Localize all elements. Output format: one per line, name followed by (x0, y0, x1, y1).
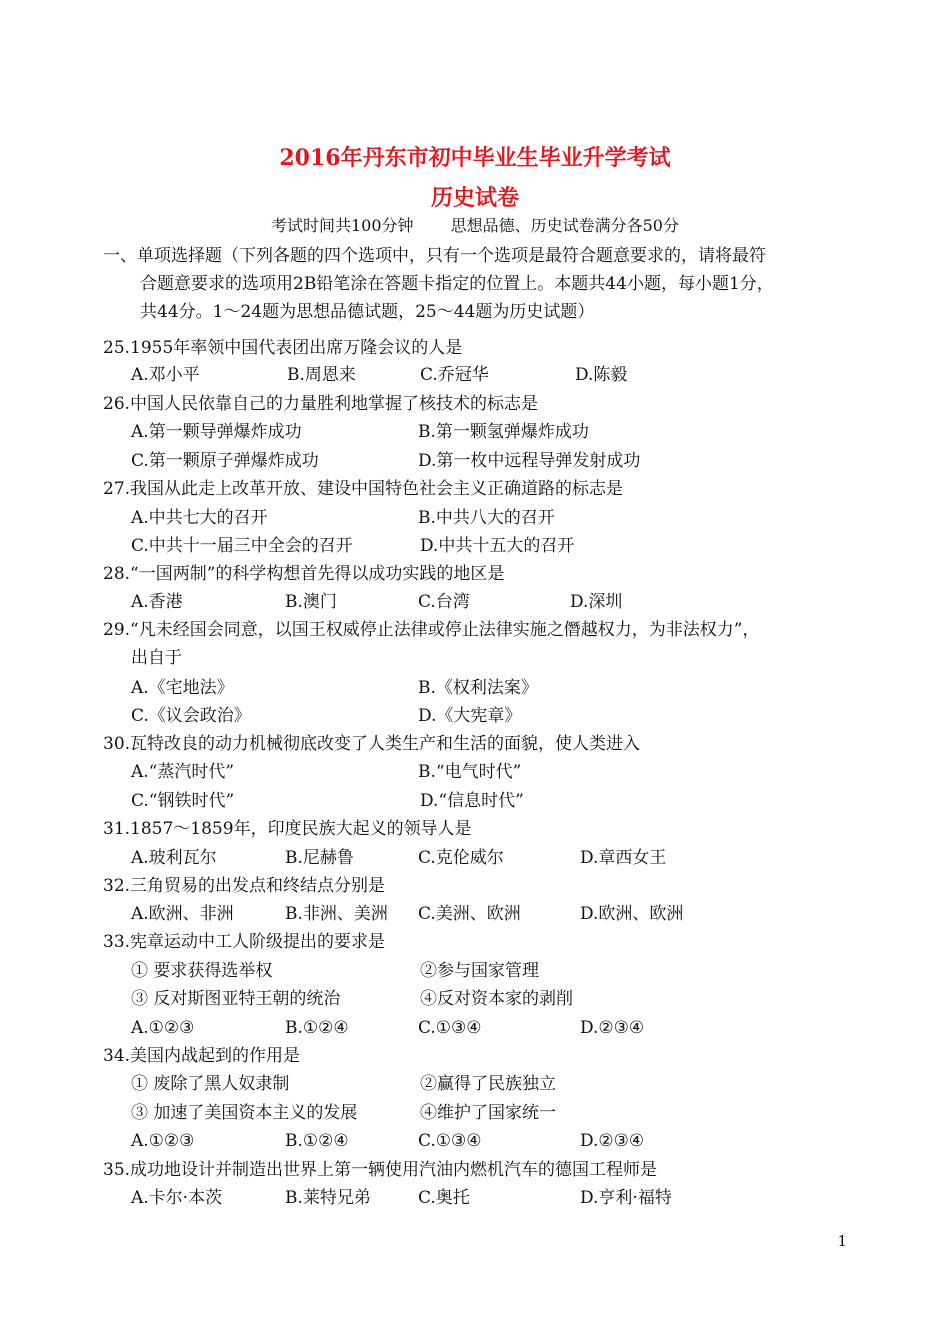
score-info: 思想品德、历史试卷满分各50分 (450, 216, 679, 235)
question-33-option-b: B.①②④ (285, 1018, 349, 1038)
question-35-option-b: B.莱特兄弟 (285, 1188, 371, 1208)
question-34-option-b: B.①②④ (285, 1131, 349, 1151)
question-28-option-a: A.香港 (131, 592, 183, 612)
question-26-option-d: D.第一枚中远程导弹发射成功 (418, 451, 641, 471)
question-33-stem: 33.宪章运动中工人阶级提出的要求是 (103, 932, 386, 952)
question-34-item-2: ②赢得了民族独立 (420, 1074, 556, 1094)
question-25-stem: 25.1955年率领中国代表团出席万隆会议的人是 (103, 338, 463, 358)
exam-subtitle: 历史试卷 (430, 185, 519, 211)
question-26-option-b: B.第一颗氢弹爆炸成功 (418, 422, 589, 442)
question-34-option-c: C.①③④ (418, 1131, 482, 1151)
question-25-option-b: B.周恩来 (287, 365, 356, 385)
question-31-option-d: D.章西女王 (580, 848, 667, 868)
exam-title: 2016年丹东市初中毕业生毕业升学考试 (279, 145, 671, 171)
question-26-stem: 26.中国人民依靠自己的力量胜利地掌握了核技术的标志是 (103, 394, 539, 414)
question-33-item-2: ②参与国家管理 (420, 961, 539, 981)
question-29-option-a: A.《宅地法》 (131, 678, 234, 698)
question-33-option-d: D.②③④ (580, 1018, 645, 1038)
question-33-item-4: ④反对资本家的剥削 (420, 989, 573, 1009)
question-31-stem: 31.1857～1859年，印度民族大起义的领导人是 (103, 819, 472, 839)
question-25-option-d: D.陈毅 (575, 365, 628, 385)
question-33-option-a: A.①②③ (131, 1018, 195, 1038)
question-35-option-c: C.奥托 (418, 1188, 470, 1208)
question-33-item-3: ③ 反对斯图亚特王朝的统治 (131, 989, 341, 1009)
question-31-option-b: B.尼赫鲁 (285, 848, 354, 868)
question-25-option-c: C.乔冠华 (420, 365, 489, 385)
question-35-option-a: A.卡尔·本茨 (131, 1188, 223, 1208)
question-34-option-a: A.①②③ (131, 1131, 195, 1151)
question-29-option-d: D.《大宪章》 (418, 706, 522, 726)
question-33-option-c: C.①③④ (418, 1018, 482, 1038)
question-30-stem: 30.瓦特改良的动力机械彻底改变了人类生产和生活的面貌，使人类进入 (103, 734, 641, 754)
section-instruction-line2: 合题意要求的选项用2B铅笔涂在答题卡指定的位置上。本题共44小题，每小题1分， (140, 274, 774, 294)
page-number: 1 (837, 1232, 847, 1250)
question-27-option-b: B.中共八大的召开 (418, 508, 555, 528)
question-28-stem: 28.“一国两制”的科学构想首先得以成功实践的地区是 (103, 564, 505, 584)
question-30-option-a: A.“蒸汽时代” (131, 762, 235, 782)
question-32-option-d: D.欧洲、欧洲 (580, 904, 684, 924)
question-29-stem-continued: 出自于 (131, 648, 182, 668)
question-25-option-a: A.邓小平 (131, 365, 200, 385)
question-35-option-d: D.亨利·福特 (580, 1188, 672, 1208)
question-31-option-c: C.克伦威尔 (418, 848, 504, 868)
question-34-option-d: D.②③④ (580, 1131, 645, 1151)
question-28-option-c: C.台湾 (418, 592, 470, 612)
question-30-option-b: B.“电气时代” (418, 762, 522, 782)
question-35-stem: 35.成功地设计并制造出世界上第一辆使用汽油内燃机汽车的德国工程师是 (103, 1160, 658, 1180)
question-27-option-a: A.中共七大的召开 (131, 508, 268, 528)
section-instruction-line1: 一、单项选择题（下列各题的四个选项中，只有一个选项是最符合题意要求的，请将最符 (103, 246, 766, 266)
question-34-item-4: ④维护了国家统一 (420, 1103, 556, 1123)
question-29-stem: 29.“凡未经国会同意，以国王权威停止法律或停止法律实施之僭越权力，为非法权力”， (103, 620, 760, 640)
question-30-option-d: D.“信息时代” (420, 791, 524, 811)
question-32-stem: 32.三角贸易的出发点和终结点分别是 (103, 876, 386, 896)
section-instruction-line3: 共44分。1～24题为思想品德试题，25～44题为历史试题） (140, 302, 595, 322)
question-26-option-c: C.第一颗原子弹爆炸成功 (131, 451, 319, 471)
question-32-option-c: C.美洲、欧洲 (418, 904, 521, 924)
question-30-option-c: C.“钢铁时代” (131, 791, 235, 811)
question-34-item-1: ① 废除了黑人奴隶制 (131, 1074, 290, 1094)
question-31-option-a: A.玻利瓦尔 (131, 848, 217, 868)
question-34-stem: 34.美国内战起到的作用是 (103, 1046, 301, 1066)
question-27-option-d: D.中共十五大的召开 (420, 536, 575, 556)
exam-info (0, 215, 950, 237)
time-info: 考试时间共100分钟 (270, 216, 414, 235)
question-33-item-1: ① 要求获得选举权 (131, 961, 273, 981)
question-27-stem: 27.我国从此走上改革开放、建设中国特色社会主义正确道路的标志是 (103, 479, 624, 499)
question-28-option-b: B.澳门 (285, 592, 337, 612)
question-28-option-d: D.深圳 (570, 592, 623, 612)
question-29-option-c: C.《议会政治》 (131, 706, 251, 726)
question-27-option-c: C.中共十一届三中全会的召开 (131, 536, 353, 556)
question-29-option-b: B.《权利法案》 (418, 678, 538, 698)
question-34-item-3: ③ 加速了美国资本主义的发展 (131, 1103, 358, 1123)
question-32-option-b: B.非洲、美洲 (285, 904, 388, 924)
question-26-option-a: A.第一颗导弹爆炸成功 (131, 422, 302, 442)
question-32-option-a: A.欧洲、非洲 (131, 904, 234, 924)
